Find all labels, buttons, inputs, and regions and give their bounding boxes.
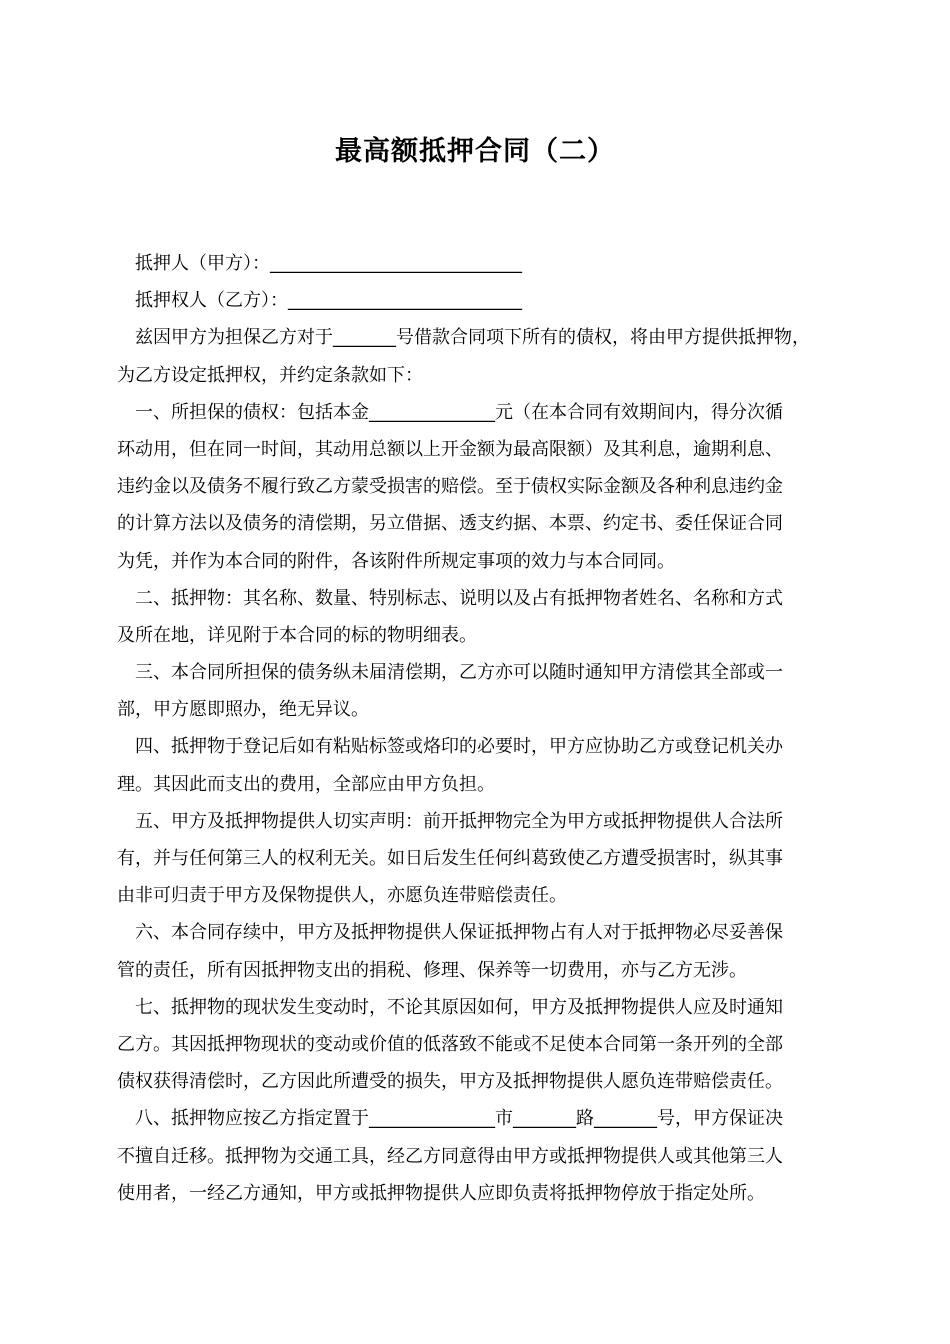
clause-8-line-2: 不擅自迁移。抵押物为交通工具，经乙方同意得由甲方或抵押物提供人或其他第三人 [117,1145,783,1167]
mortgagee-line: 抵押权人（乙方）：__________________________ [135,290,522,312]
clause-1-line-3: 违约金以及债务不履行致乙方蒙受损害的赔偿。至于债权实际金额及各种利息违约金 [117,476,783,498]
clause-7-line-3: 债权获得清偿时，乙方因此所遭受的损失，甲方及抵押物提供人愿负连带赔偿责任。 [117,1071,783,1093]
clause-6-line-1: 六、本合同存续中，甲方及抵押物提供人保证抵押物占有人对于抵押物必尽妥善保 [135,922,783,944]
clause-7-line-2: 乙方。其因抵押物现状的变动或价值的低落致不能或不足使本合同第一条开列的全部 [117,1033,783,1055]
clause-1-line-5: 为凭，并作为本合同的附件，各该附件所规定事项的效力与本合同同。 [117,550,675,572]
clause-5-line-1: 五、甲方及抵押物提供人切实声明：前开抵押物完全为甲方或抵押物提供人合法所 [135,810,783,832]
clause-1-line-2: 环动用，但在同一时间，其动用总额以上开金额为最高限额）及其利息，逾期利息、 [117,438,783,460]
clause-7-line-1: 七、抵押物的现状发生变动时，不论其原因如何，甲方及抵押物提供人应及时通知 [135,996,783,1018]
clause-3-line-1: 三、本合同所担保的债务纵未届清偿期，乙方亦可以随时通知甲方清偿其全部或一 [135,662,783,684]
clause-8-line-1: 八、抵押物应按乙方指定置于______________市_______路_______号，甲方保证决 [135,1108,783,1130]
preamble-line-2: 为乙方设定抵押权，并约定条款如下： [117,364,423,386]
clause-5-line-3: 由非可归责于甲方及保物提供人，亦愿负连带赔偿责任。 [117,885,567,907]
preamble-line-1: 兹因甲方为担保乙方对于_______号借款合同项下所有的债权，将由甲方提供抵押物， [135,327,810,349]
mortgagor-line: 抵押人（甲方）：____________________________ [135,253,522,274]
clause-4-line-1: 四、抵押物于登记后如有粘贴标签或烙印的必要时，甲方应协助乙方或登记机关办 [135,736,783,758]
clause-2-line-2: 及所在地，详见附于本合同的标的物明细表。 [117,624,477,646]
document-title: 最高额抵押合同（二） [335,136,615,167]
clause-6-line-2: 管的责任，所有因抵押物支出的捐税、修理、保养等一切费用，亦与乙方无涉。 [117,959,747,981]
clause-3-line-2: 部，甲方愿即照办，绝无异议。 [117,699,369,721]
clause-5-line-2: 有，并与任何第三人的权利无关。如日后发生任何纠葛致使乙方遭受损害时，纵其事 [117,848,783,869]
clause-1-line-4: 的计算方法以及债务的清偿期，另立借据、透支约据、本票、约定书、委任保证合同 [117,513,783,535]
clause-8-line-3: 使用者，一经乙方通知，甲方或抵押物提供人应即负责将抵押物停放于指定处所。 [117,1182,765,1204]
clause-1-line-1: 一、所担保的债权：包括本金______________元（在本合同有效期间内，得分次循 [135,401,783,423]
clause-2-line-1: 二、抵押物：其名称、数量、特别标志、说明以及占有抵押物者姓名、名称和方式 [135,587,783,609]
clause-4-line-2: 理。其因此而支出的费用，全部应由甲方负担。 [117,773,495,795]
document-body [117,245,843,1212]
